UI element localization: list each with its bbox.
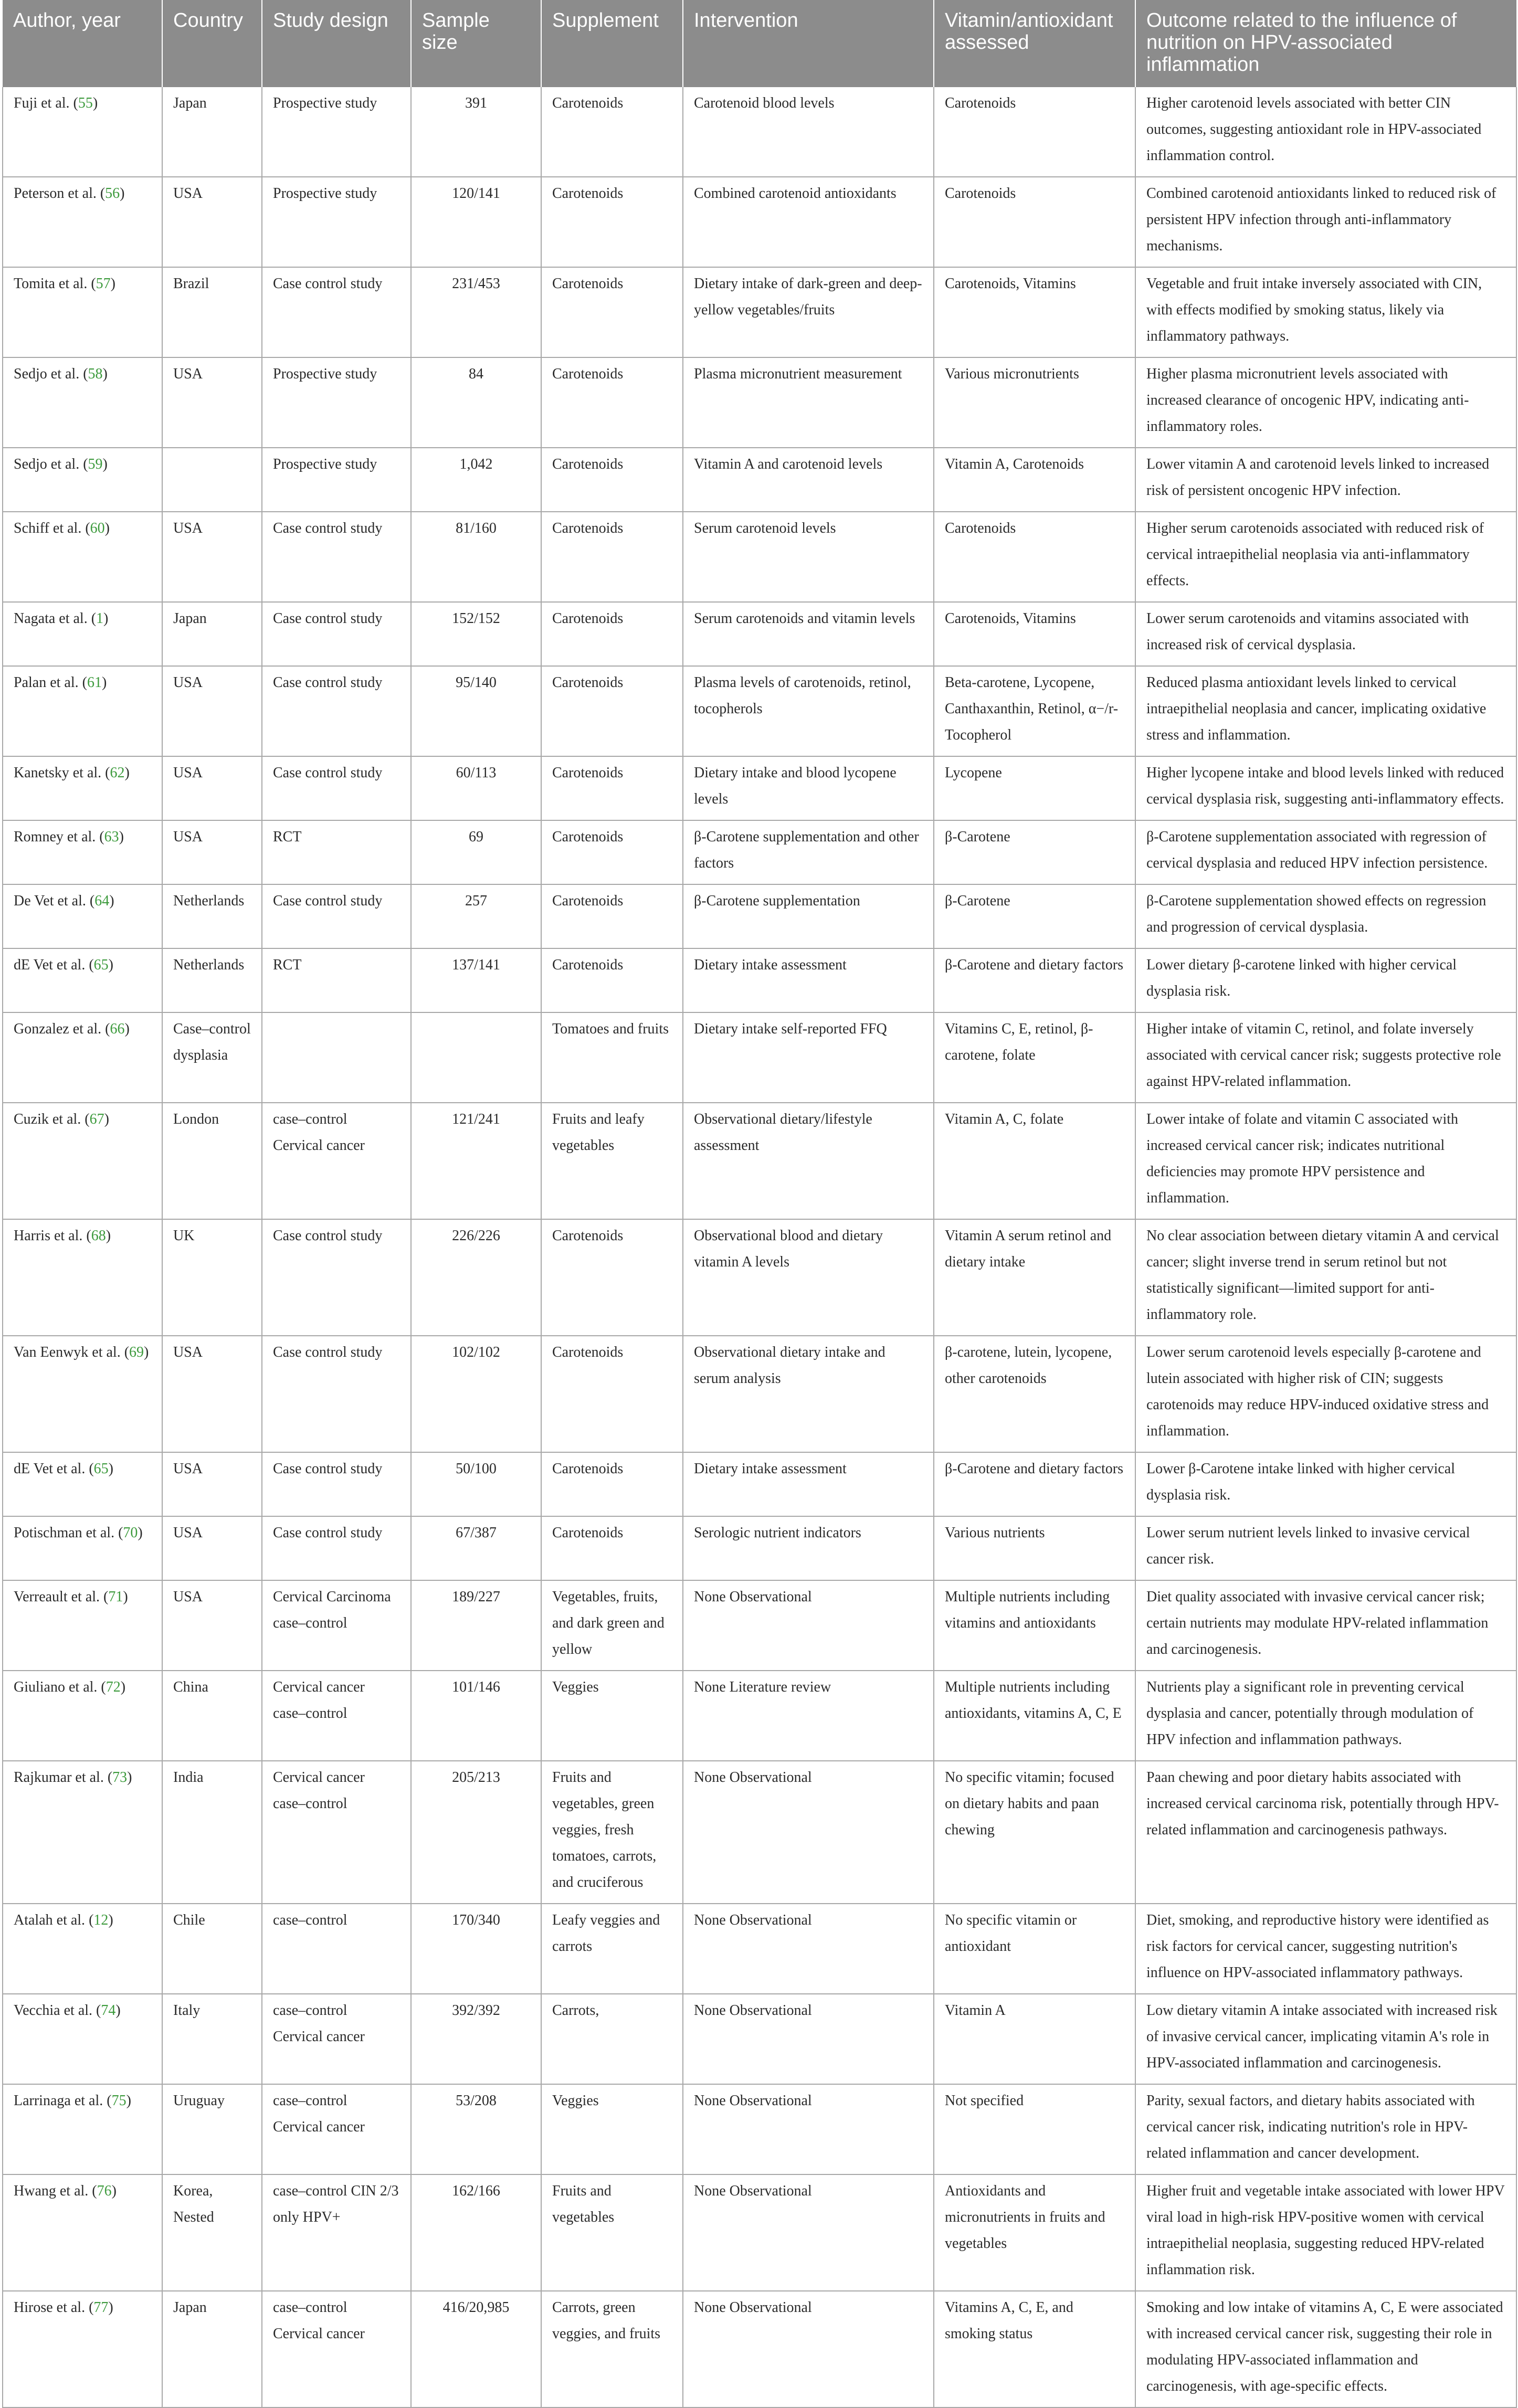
author-name: Gonzalez et al. (14, 1021, 102, 1037)
cell-author: Gonzalez et al. (66) (3, 1012, 162, 1103)
cell-country: USA (162, 820, 262, 884)
cell-sample-size: 69 (411, 820, 541, 884)
author-name: Larrinaga et al. (14, 2093, 103, 2109)
cell-country: Netherlands (162, 948, 262, 1012)
cell-vitamin-assessed: Multiple nutrients including antioxidants, vitamins A, C, E (934, 1671, 1135, 1761)
cell-intervention: β-Carotene supplementation and other factors (683, 820, 934, 884)
reference-link[interactable]: 68 (91, 1228, 106, 1244)
author-name: Atalah et al. (14, 1912, 86, 1928)
cell-supplement: Carotenoids (541, 884, 683, 948)
cell-author: dE Vet et al. (65) (3, 948, 162, 1012)
reference-link[interactable]: 62 (110, 765, 125, 781)
cell-study-design: Case control study (262, 1452, 411, 1516)
cell-outcome: Reduced plasma antioxidant levels linked to cervical intraepithelial neoplasia and cancer, implicating oxidative stress and inflammation. (1135, 666, 1516, 756)
cell-author: Schiff et al. (60) (3, 512, 162, 602)
cell-vitamin-assessed: Various nutrients (934, 1516, 1135, 1580)
cell-study-design: case–control CIN 2/3 only HPV+ (262, 2174, 411, 2291)
cell-vitamin-assessed: Carotenoids, Vitamins (934, 267, 1135, 357)
cell-sample-size: 205/213 (411, 1761, 541, 1904)
table-row (3, 2174, 1516, 2291)
cell-author: Nagata et al. (1) (3, 602, 162, 666)
reference-link[interactable]: 57 (96, 276, 111, 292)
table-row (3, 177, 1516, 267)
table-row (3, 1336, 1516, 1452)
cell-supplement: Carotenoids (541, 177, 683, 267)
cell-outcome: Diet quality associated with invasive cervical cancer risk; certain nutrients may modulate HPV-related inflammation and carcinogenesis. (1135, 1580, 1516, 1671)
author-name: Tomita et al. (14, 276, 88, 292)
cell-intervention: Dietary intake assessment (683, 1452, 934, 1516)
table-header (3, 0, 1516, 87)
author-name: Potischman et al. (14, 1525, 115, 1541)
cell-study-design: Case control study (262, 267, 411, 357)
cell-study-design: Cervical cancer case–control (262, 1761, 411, 1904)
reference-link[interactable]: 69 (129, 1344, 144, 1360)
cell-study-design: case–control (262, 1904, 411, 1994)
cell-country: India (162, 1761, 262, 1904)
cell-sample-size: 152/152 (411, 602, 541, 666)
author-name: Verreault et al. (14, 1589, 100, 1605)
table-row (3, 2291, 1516, 2407)
cell-outcome: Diet, smoking, and reproductive history were identified as risk factors for cervical cancer, suggesting nutrition's influence on HPV-associated inflammatory pathways. (1135, 1904, 1516, 1994)
cell-intervention: Observational dietary/lifestyle assessment (683, 1103, 934, 1219)
cell-country: USA (162, 1336, 262, 1452)
reference-link[interactable]: 65 (93, 957, 109, 973)
cell-sample-size: 170/340 (411, 1904, 541, 1994)
header-row (3, 0, 1516, 87)
cell-vitamin-assessed: β-carotene, lutein, lycopene, other carotenoids (934, 1336, 1135, 1452)
cell-outcome: Parity, sexual factors, and dietary habits associated with cervical cancer risk, indicating nutrition's role in HPV-related inflammation and cancer development. (1135, 2084, 1516, 2174)
cell-vitamin-assessed: Vitamin A (934, 1994, 1135, 2084)
cell-country: Chile (162, 1904, 262, 1994)
cell-supplement: Fruits and vegetables, green veggies, fresh tomatoes, carrots, and cruciferous (541, 1761, 683, 1904)
cell-study-design: case–control Cervical cancer (262, 2084, 411, 2174)
cell-author: Cuzik et al. (67) (3, 1103, 162, 1219)
cell-country: USA (162, 357, 262, 448)
reference-link[interactable]: 71 (108, 1589, 123, 1605)
table-row (3, 1671, 1516, 1761)
cell-vitamin-assessed: No specific vitamin or antioxidant (934, 1904, 1135, 1994)
reference-link[interactable]: 12 (93, 1912, 109, 1928)
cell-intervention: Combined carotenoid antioxidants (683, 177, 934, 267)
reference-link[interactable]: 58 (88, 366, 103, 382)
cell-study-design: Case control study (262, 756, 411, 820)
cell-author: Rajkumar et al. (73) (3, 1761, 162, 1904)
cell-supplement: Carotenoids (541, 948, 683, 1012)
cell-sample-size: 416/20,985 (411, 2291, 541, 2407)
cell-country: Brazil (162, 267, 262, 357)
cell-country: Italy (162, 1994, 262, 2084)
cell-study-design: Prospective study (262, 177, 411, 267)
author-name: Vecchia et al. (14, 2002, 93, 2019)
cell-author: Van Eenwyk et al. (69) (3, 1336, 162, 1452)
cell-sample-size: 102/102 (411, 1336, 541, 1452)
author-name: dE Vet et al. (14, 957, 86, 973)
cell-sample-size: 50/100 (411, 1452, 541, 1516)
cell-supplement: Carotenoids (541, 602, 683, 666)
cell-outcome: Higher plasma micronutrient levels associated with increased clearance of oncogenic HPV, indicating anti-inflammatory roles. (1135, 357, 1516, 448)
cell-outcome: Higher lycopene intake and blood levels linked with reduced cervical dysplasia risk, suggesting anti-inflammatory effects. (1135, 756, 1516, 820)
cell-sample-size: 60/113 (411, 756, 541, 820)
cell-intervention: Dietary intake self-reported FFQ (683, 1012, 934, 1103)
cell-intervention: None Observational (683, 2291, 934, 2407)
cell-sample-size: 53/208 (411, 2084, 541, 2174)
cell-supplement: Leafy veggies and carrots (541, 1904, 683, 1994)
table-row (3, 267, 1516, 357)
cell-vitamin-assessed: Not specified (934, 2084, 1135, 2174)
cell-vitamin-assessed: Carotenoids (934, 512, 1135, 602)
cell-intervention: None Observational (683, 2084, 934, 2174)
cell-intervention: Serum carotenoids and vitamin levels (683, 602, 934, 666)
cell-outcome: Higher serum carotenoids associated with reduced risk of cervical intraepithelial neoplasia via anti-inflammatory effects. (1135, 512, 1516, 602)
table-row (3, 884, 1516, 948)
reference-link[interactable]: 59 (88, 456, 103, 472)
cell-sample-size: 137/141 (411, 948, 541, 1012)
cell-outcome: Nutrients play a significant role in preventing cervical dysplasia and cancer, potentially through modulation of HPV infection and inflammation pathways. (1135, 1671, 1516, 1761)
cell-study-design: Case control study (262, 1219, 411, 1336)
reference-link[interactable]: 64 (94, 893, 110, 909)
cell-supplement: Carotenoids (541, 820, 683, 884)
cell-intervention: None Literature review (683, 1671, 934, 1761)
cell-intervention: None Observational (683, 1761, 934, 1904)
cell-sample-size: 189/227 (411, 1580, 541, 1671)
header-study-design: Study design (262, 0, 411, 87)
table-row (3, 1452, 1516, 1516)
cell-country (162, 448, 262, 512)
cell-study-design: Prospective study (262, 357, 411, 448)
reference-link[interactable]: 70 (123, 1525, 138, 1541)
cell-vitamin-assessed: Beta-carotene, Lycopene, Canthaxanthin, Retinol, α−/r-Tocopherol (934, 666, 1135, 756)
cell-author: Romney et al. (63) (3, 820, 162, 884)
cell-study-design: case–control Cervical cancer (262, 1103, 411, 1219)
cell-supplement: Carotenoids (541, 1452, 683, 1516)
cell-sample-size: 120/141 (411, 177, 541, 267)
table-row (3, 1904, 1516, 1994)
cell-intervention: None Observational (683, 1994, 934, 2084)
table-row (3, 1012, 1516, 1103)
cell-vitamin-assessed: Multiple nutrients including vitamins and antioxidants (934, 1580, 1135, 1671)
cell-study-design: case–control Cervical cancer (262, 1994, 411, 2084)
table-body (3, 87, 1516, 2407)
cell-study-design: Case control study (262, 1336, 411, 1452)
cell-author: Giuliano et al. (72) (3, 1671, 162, 1761)
author-name: Schiff et al. (14, 520, 82, 536)
cell-country: Case–control dysplasia (162, 1012, 262, 1103)
cell-vitamin-assessed: β-Carotene (934, 884, 1135, 948)
cell-author: Atalah et al. (12) (3, 1904, 162, 1994)
cell-author: Larrinaga et al. (75) (3, 2084, 162, 2174)
author-name: Harris et al. (14, 1228, 83, 1244)
cell-country: Korea, Nested (162, 2174, 262, 2291)
reference-link[interactable]: 63 (104, 829, 119, 845)
table-row (3, 448, 1516, 512)
reference-link[interactable]: 76 (97, 2183, 112, 2199)
cell-outcome: Lower β-Carotene intake linked with higher cervical dysplasia risk. (1135, 1452, 1516, 1516)
header-supplement: Supplement (541, 0, 683, 87)
cell-country: UK (162, 1219, 262, 1336)
cell-outcome: Paan chewing and poor dietary habits associated with increased cervical carcinoma risk, potentially through HPV-related inflammation and carcinogenesis pathways. (1135, 1761, 1516, 1904)
reference-link[interactable]: 66 (110, 1021, 125, 1037)
header-vitamin-assessed: Vitamin/antioxidant assessed (934, 0, 1135, 87)
cell-outcome: Higher fruit and vegetable intake associated with lower HPV viral load in high-risk HPV-positive women with cervical intraepithelial neoplasia, suggesting reduced HPV-related inflammation risk. (1135, 2174, 1516, 2291)
cell-study-design: case–control Cervical cancer (262, 2291, 411, 2407)
cell-intervention: Carotenoid blood levels (683, 87, 934, 177)
cell-supplement: Veggies (541, 1671, 683, 1761)
cell-country: USA (162, 1452, 262, 1516)
header-sample-size: Sample size (411, 0, 541, 87)
cell-supplement: Carotenoids (541, 1336, 683, 1452)
author-name: Romney et al. (14, 829, 96, 845)
cell-sample-size: 84 (411, 357, 541, 448)
cell-country: USA (162, 666, 262, 756)
reference-link[interactable]: 56 (105, 185, 120, 202)
cell-country: China (162, 1671, 262, 1761)
cell-author: Fuji et al. (55) (3, 87, 162, 177)
cell-study-design (262, 1012, 411, 1103)
cell-vitamin-assessed: β-Carotene (934, 820, 1135, 884)
table-row (3, 948, 1516, 1012)
table-row (3, 1994, 1516, 2084)
cell-intervention: Plasma micronutrient measurement (683, 357, 934, 448)
cell-intervention: Dietary intake assessment (683, 948, 934, 1012)
table-row (3, 512, 1516, 602)
cell-study-design: Case control study (262, 1516, 411, 1580)
reference-link[interactable]: 55 (78, 95, 93, 111)
cell-supplement: Fruits and leafy vegetables (541, 1103, 683, 1219)
cell-intervention: β-Carotene supplementation (683, 884, 934, 948)
cell-supplement: Veggies (541, 2084, 683, 2174)
cell-author: Tomita et al. (57) (3, 267, 162, 357)
reference-link[interactable]: 72 (106, 1679, 121, 1695)
cell-country: Japan (162, 602, 262, 666)
cell-supplement: Carotenoids (541, 87, 683, 177)
reference-link[interactable]: 60 (90, 520, 105, 536)
author-name: Kanetsky et al. (14, 765, 102, 781)
cell-vitamin-assessed: Vitamin A, Carotenoids (934, 448, 1135, 512)
cell-supplement: Carotenoids (541, 666, 683, 756)
author-name: Hwang et al. (14, 2183, 89, 2199)
author-name: Sedjo et al. (14, 456, 80, 472)
cell-outcome: β-Carotene supplementation associated with regression of cervical dysplasia and reduced HPV infection persistence. (1135, 820, 1516, 884)
cell-vitamin-assessed: Vitamins A, C, E, and smoking status (934, 2291, 1135, 2407)
author-name: Palan et al. (14, 674, 79, 691)
cell-vitamin-assessed: Lycopene (934, 756, 1135, 820)
cell-study-design: RCT (262, 948, 411, 1012)
author-name: Nagata et al. (14, 610, 88, 627)
cell-intervention: Serum carotenoid levels (683, 512, 934, 602)
cell-intervention: Serologic nutrient indicators (683, 1516, 934, 1580)
cell-outcome: Smoking and low intake of vitamins A, C, E were associated with increased cervical cancer risk, suggesting their role in modulating HPV-associated inflammation and carcinogenesis, with age-specific effects. (1135, 2291, 1516, 2407)
cell-sample-size: 231/453 (411, 267, 541, 357)
table-row (3, 1580, 1516, 1671)
cell-country: USA (162, 512, 262, 602)
cell-sample-size: 392/392 (411, 1994, 541, 2084)
cell-author: Sedjo et al. (58) (3, 357, 162, 448)
header-outcome: Outcome related to the influence of nutrition on HPV-associated inflammation (1135, 0, 1516, 87)
cell-sample-size: 95/140 (411, 666, 541, 756)
cell-country: USA (162, 1516, 262, 1580)
cell-author: Harris et al. (68) (3, 1219, 162, 1336)
table-row (3, 1761, 1516, 1904)
cell-sample-size: 1,042 (411, 448, 541, 512)
table-row (3, 2084, 1516, 2174)
cell-supplement: Carotenoids (541, 1516, 683, 1580)
cell-author: Palan et al. (61) (3, 666, 162, 756)
cell-intervention: None Observational (683, 1904, 934, 1994)
cell-outcome: Low dietary vitamin A intake associated with increased risk of invasive cervical cancer, implicating vitamin A's role in HPV-associated inflammation and carcinogenesis. (1135, 1994, 1516, 2084)
cell-intervention: Vitamin A and carotenoid levels (683, 448, 934, 512)
cell-sample-size: 101/146 (411, 1671, 541, 1761)
cell-author: Hirose et al. (77) (3, 2291, 162, 2407)
cell-intervention: Observational dietary intake and serum analysis (683, 1336, 934, 1452)
cell-supplement: Carotenoids (541, 357, 683, 448)
header-author: Author, year (3, 0, 162, 87)
cell-supplement: Carotenoids (541, 756, 683, 820)
cell-intervention: Observational blood and dietary vitamin A levels (683, 1219, 934, 1336)
cell-intervention: None Observational (683, 2174, 934, 2291)
cell-country: Netherlands (162, 884, 262, 948)
cell-author: dE Vet et al. (65) (3, 1452, 162, 1516)
cell-outcome: Lower intake of folate and vitamin C associated with increased cervical cancer risk; indicates nutritional deficiencies may promote HPV persistence and inflammation. (1135, 1103, 1516, 1219)
cell-vitamin-assessed: β-Carotene and dietary factors (934, 948, 1135, 1012)
table-row (3, 87, 1516, 177)
table-row (3, 1103, 1516, 1219)
cell-sample-size (411, 1012, 541, 1103)
author-name: Giuliano et al. (14, 1679, 98, 1695)
cell-supplement: Carotenoids (541, 512, 683, 602)
cell-supplement: Vegetables, fruits, and dark green and yellow (541, 1580, 683, 1671)
cell-study-design: RCT (262, 820, 411, 884)
cell-country: Japan (162, 87, 262, 177)
cell-outcome: Vegetable and fruit intake inversely associated with CIN, with effects modified by smoking status, likely via inflammatory pathways. (1135, 267, 1516, 357)
cell-vitamin-assessed: Carotenoids (934, 177, 1135, 267)
header-intervention: Intervention (683, 0, 934, 87)
cell-intervention: None Observational (683, 1580, 934, 1671)
cell-supplement: Fruits and vegetables (541, 2174, 683, 2291)
header-country: Country (162, 0, 262, 87)
cell-outcome: Higher intake of vitamin C, retinol, and folate inversely associated with cervical cancer risk; suggests protective role against HPV-related inflammation. (1135, 1012, 1516, 1103)
cell-study-design: Case control study (262, 602, 411, 666)
cell-study-design: Cervical Carcinoma case–control (262, 1580, 411, 1671)
reference-link[interactable]: 74 (101, 2002, 116, 2019)
cell-sample-size: 226/226 (411, 1219, 541, 1336)
cell-vitamin-assessed: β-Carotene and dietary factors (934, 1452, 1135, 1516)
table-row (3, 1516, 1516, 1580)
author-name: Fuji et al. (14, 95, 70, 111)
table-row (3, 1219, 1516, 1336)
cell-sample-size: 67/387 (411, 1516, 541, 1580)
cell-country: USA (162, 1580, 262, 1671)
cell-outcome: Lower serum carotenoid levels especially β-carotene and lutein associated with higher risk of CIN; suggests carotenoids may reduce HPV-induced oxidative stress and inflammation. (1135, 1336, 1516, 1452)
author-name: Sedjo et al. (14, 366, 80, 382)
cell-author: Peterson et al. (56) (3, 177, 162, 267)
cell-sample-size: 257 (411, 884, 541, 948)
cell-study-design: Case control study (262, 666, 411, 756)
cell-study-design: Case control study (262, 512, 411, 602)
cell-vitamin-assessed: No specific vitamin; focused on dietary habits and paan chewing (934, 1761, 1135, 1904)
cell-outcome: Higher carotenoid levels associated with better CIN outcomes, suggesting antioxidant role in HPV-associated inflammation control. (1135, 87, 1516, 177)
cell-supplement: Carrots, (541, 1994, 683, 2084)
cell-author: De Vet et al. (64) (3, 884, 162, 948)
cell-sample-size: 391 (411, 87, 541, 177)
author-name: Van Eenwyk et al. (14, 1344, 121, 1360)
cell-sample-size: 162/166 (411, 2174, 541, 2291)
cell-author: Vecchia et al. (74) (3, 1994, 162, 2084)
author-name: Hirose et al. (14, 2299, 86, 2316)
cell-sample-size: 121/241 (411, 1103, 541, 1219)
author-name: dE Vet et al. (14, 1461, 86, 1477)
reference-link[interactable]: 61 (87, 674, 102, 691)
nutrition-hpv-studies-table (2, 0, 1517, 2408)
cell-supplement: Carotenoids (541, 267, 683, 357)
cell-country: London (162, 1103, 262, 1219)
cell-country: USA (162, 177, 262, 267)
reference-link[interactable]: 75 (111, 2093, 126, 2109)
cell-supplement: Tomatoes and fruits (541, 1012, 683, 1103)
cell-outcome: β-Carotene supplementation showed effects on regression and progression of cervical dysplasia. (1135, 884, 1516, 948)
cell-supplement: Carotenoids (541, 1219, 683, 1336)
author-name: Cuzik et al. (14, 1111, 81, 1127)
table-row (3, 357, 1516, 448)
cell-outcome: Lower serum nutrient levels linked to invasive cervical cancer risk. (1135, 1516, 1516, 1580)
cell-study-design: Prospective study (262, 87, 411, 177)
table-row (3, 666, 1516, 756)
cell-supplement: Carotenoids (541, 448, 683, 512)
author-name: Peterson et al. (14, 185, 97, 202)
cell-author: Sedjo et al. (59) (3, 448, 162, 512)
cell-supplement: Carrots, green veggies, and fruits (541, 2291, 683, 2407)
cell-intervention: Dietary intake and blood lycopene levels (683, 756, 934, 820)
cell-vitamin-assessed: Carotenoids (934, 87, 1135, 177)
cell-intervention: Dietary intake of dark-green and deep-yellow vegetables/fruits (683, 267, 934, 357)
cell-sample-size: 81/160 (411, 512, 541, 602)
cell-intervention: Plasma levels of carotenoids, retinol, tocopherols (683, 666, 934, 756)
cell-country: Japan (162, 2291, 262, 2407)
table-row (3, 756, 1516, 820)
cell-vitamin-assessed: Vitamins C, E, retinol, β-carotene, folate (934, 1012, 1135, 1103)
cell-vitamin-assessed: Carotenoids, Vitamins (934, 602, 1135, 666)
cell-author: Verreault et al. (71) (3, 1580, 162, 1671)
cell-author: Potischman et al. (70) (3, 1516, 162, 1580)
cell-country: Uruguay (162, 2084, 262, 2174)
cell-author: Kanetsky et al. (62) (3, 756, 162, 820)
cell-outcome: Lower vitamin A and carotenoid levels linked to increased risk of persistent oncogenic HPV infection. (1135, 448, 1516, 512)
cell-study-design: Case control study (262, 884, 411, 948)
reference-link[interactable]: 77 (93, 2299, 109, 2316)
cell-outcome: Lower serum carotenoids and vitamins associated with increased risk of cervical dysplasia. (1135, 602, 1516, 666)
cell-study-design: Cervical cancer case–control (262, 1671, 411, 1761)
cell-outcome: Lower dietary β-carotene linked with higher cervical dysplasia risk. (1135, 948, 1516, 1012)
author-name: Rajkumar et al. (14, 1769, 104, 1786)
cell-outcome: Combined carotenoid antioxidants linked to reduced risk of persistent HPV infection through anti-inflammatory mechanisms. (1135, 177, 1516, 267)
author-name: De Vet et al. (14, 893, 86, 909)
cell-vitamin-assessed: Antioxidants and micronutrients in fruits and vegetables (934, 2174, 1135, 2291)
reference-link[interactable]: 73 (112, 1769, 128, 1786)
cell-vitamin-assessed: Various micronutrients (934, 357, 1135, 448)
reference-link[interactable]: 65 (93, 1461, 109, 1477)
table-row (3, 820, 1516, 884)
reference-link[interactable]: 1 (96, 610, 104, 627)
reference-link[interactable]: 67 (89, 1111, 104, 1127)
cell-vitamin-assessed: Vitamin A serum retinol and dietary intake (934, 1219, 1135, 1336)
cell-author: Hwang et al. (76) (3, 2174, 162, 2291)
cell-study-design: Prospective study (262, 448, 411, 512)
cell-outcome: No clear association between dietary vitamin A and cervical cancer; slight inverse trend in serum retinol but not statistically significant—limited support for anti-inflammatory role. (1135, 1219, 1516, 1336)
cell-vitamin-assessed: Vitamin A, C, folate (934, 1103, 1135, 1219)
table-row (3, 602, 1516, 666)
cell-country: USA (162, 756, 262, 820)
